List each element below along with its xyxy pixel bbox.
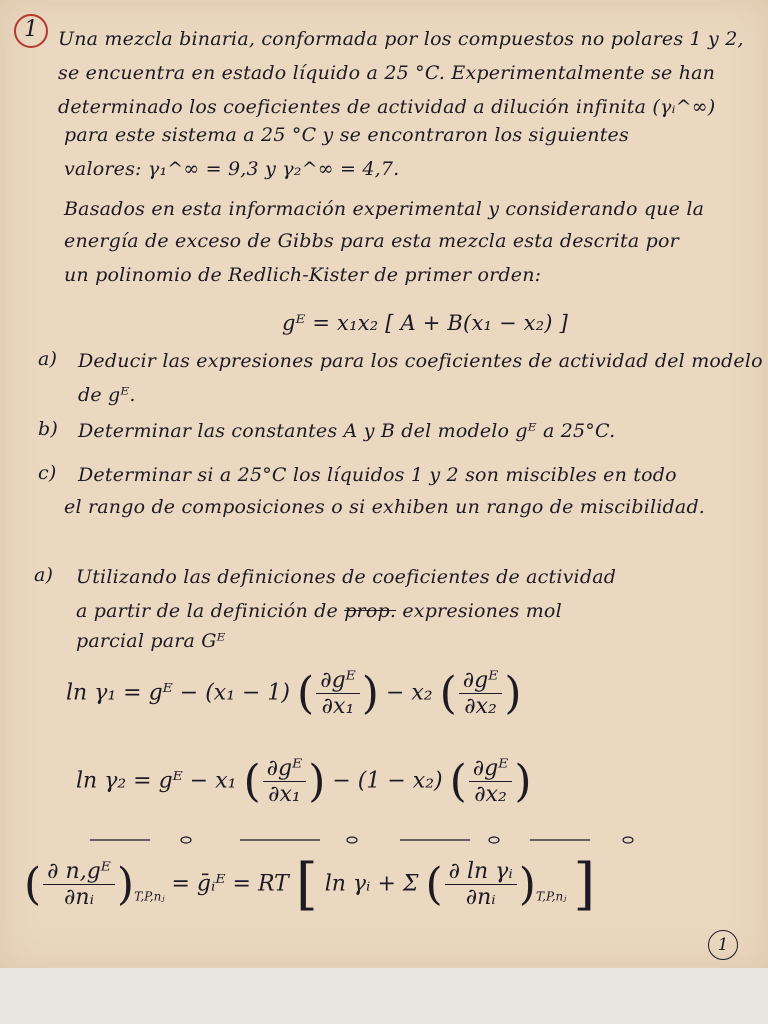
problem-line-3: determinado los coeficientes de actividad a dilución infinita (γᵢ^∞) [58,96,716,118]
eq1-lhs: ln γ₁ = gᴱ − (x₁ − 1) [66,680,291,706]
paragraph2-line-1: Basados en esta información experimental y considerando que la [64,198,705,220]
eq3-subscript-1: T,P,nⱼ [134,889,165,904]
paragraph2-line-2: energía de exceso de Gibbs para esta mezcla esta descrita por [64,230,679,252]
problem-line-5: valores: γ₁^∞ = 9,3 y γ₂^∞ = 4,7. [64,158,400,180]
eq2-lhs: ln γ₂ = gᴱ − x₁ [76,768,237,794]
eq3-fraction-2: $\frac{\text{∂ ln γᵢ}}{\text{∂nᵢ}}$ [445,859,517,910]
solution-line-1: Utilizando las definiciones de coeficientes de actividad [76,566,617,588]
paragraph2-line-3: un polinomio de Redlich-Kister de primer orden: [64,264,542,286]
problem-number-circle [14,14,48,48]
equation-ln-gamma-1: ln γ₁ = gᴱ − (x₁ − 1) ( $\frac{\text{∂gᴱ}}{\text{∂x₁}}$ ) − x₂ ( $\frac{\text{∂gᴱ}}{\text{∂x₂}}$ ) [66,668,522,719]
eq1-fraction-2: $\frac{\text{∂gᴱ}}{\text{∂x₂}}$ [459,668,503,719]
divider-line [90,832,650,848]
model-equation: gᴱ = x₁x₂ [ A + B(x₁ − x₂) ] [282,311,568,335]
eq3-mid: = ḡᵢᴱ = RT [171,871,289,897]
problem-line-1: Una mezcla binaria, conformada por los compuestos no polares 1 y 2, [58,28,744,50]
problem-line-4: para este sistema a 25 °C y se encontraron los siguientes [64,124,629,146]
problem-line-2: se encuentra en estado líquido a 25 °C. Experimentalmente se han [58,62,716,84]
equation-ln-gamma-2: ln γ₂ = gᴱ − x₁ ( $\frac{\text{∂gᴱ}}{\text{∂x₁}}$ ) − (1 − x₂) ( $\frac{\text{∂gᴱ}}{\text{∂x₂}}$ ) [76,756,532,807]
question-b-line-1: Determinar las constantes A y B del modelo gᴱ a 25°C. [78,420,616,442]
question-c-line-1: Determinar si a 25°C los líquidos 1 y 2 son miscibles en todo [78,464,677,486]
question-a-line-1: Deducir las expresiones para los coeficientes de actividad del modelo [78,350,763,372]
question-a-label: a) [38,348,58,370]
eq2-fraction-2: $\frac{\text{∂gᴱ}}{\text{∂x₂}}$ [469,756,513,807]
question-b-label: b) [38,418,58,440]
eq1-fraction: $\frac{\text{∂gᴱ}}{\text{∂x₁}}$ [316,668,360,719]
solution-line-2-before: a partir de la definición de [76,600,338,622]
eq2-fraction: $\frac{\text{∂gᴱ}}{\text{∂x₁}}$ [263,756,307,807]
question-a-line-2: de gᴱ. [78,384,136,406]
question-c-line-2: el rango de composiciones o si exhiben un rango de miscibilidad. [64,496,706,518]
solution-struck-word: prop. [344,600,397,622]
solution-line-2 [76,596,562,626]
solution-line-2-after: expresiones mol [402,600,562,622]
page-number: 1 [708,930,738,960]
solution-line-3: parcial para Gᴱ [76,630,226,652]
question-c-label: c) [38,462,57,484]
eq3-subscript-2: T,P,nⱼ [535,889,567,904]
eq2-mid: − (1 − x₂) [332,768,443,794]
eq3-fraction: $\frac{\text{∂ n,gᴱ}}{\text{∂nᵢ}}$ [43,859,115,910]
eq1-mid: − x₂ [385,680,433,706]
solution-label: a) [34,564,54,586]
eq3-inner: ln γᵢ + Σ [324,871,419,897]
problem-number: 1 [24,17,38,42]
equation-partial-molar: ( $\frac{\text{∂ n,gᴱ}}{\text{∂nᵢ}}$ )$_{T,P,nⱼ}$ = ḡᵢᴱ = RT [ ln γᵢ + Σ ( $\frac{\text{∂ ln γᵢ}}{\text{∂nᵢ}}$ )$_{T,P,nⱼ}$ ] [24,852,596,917]
